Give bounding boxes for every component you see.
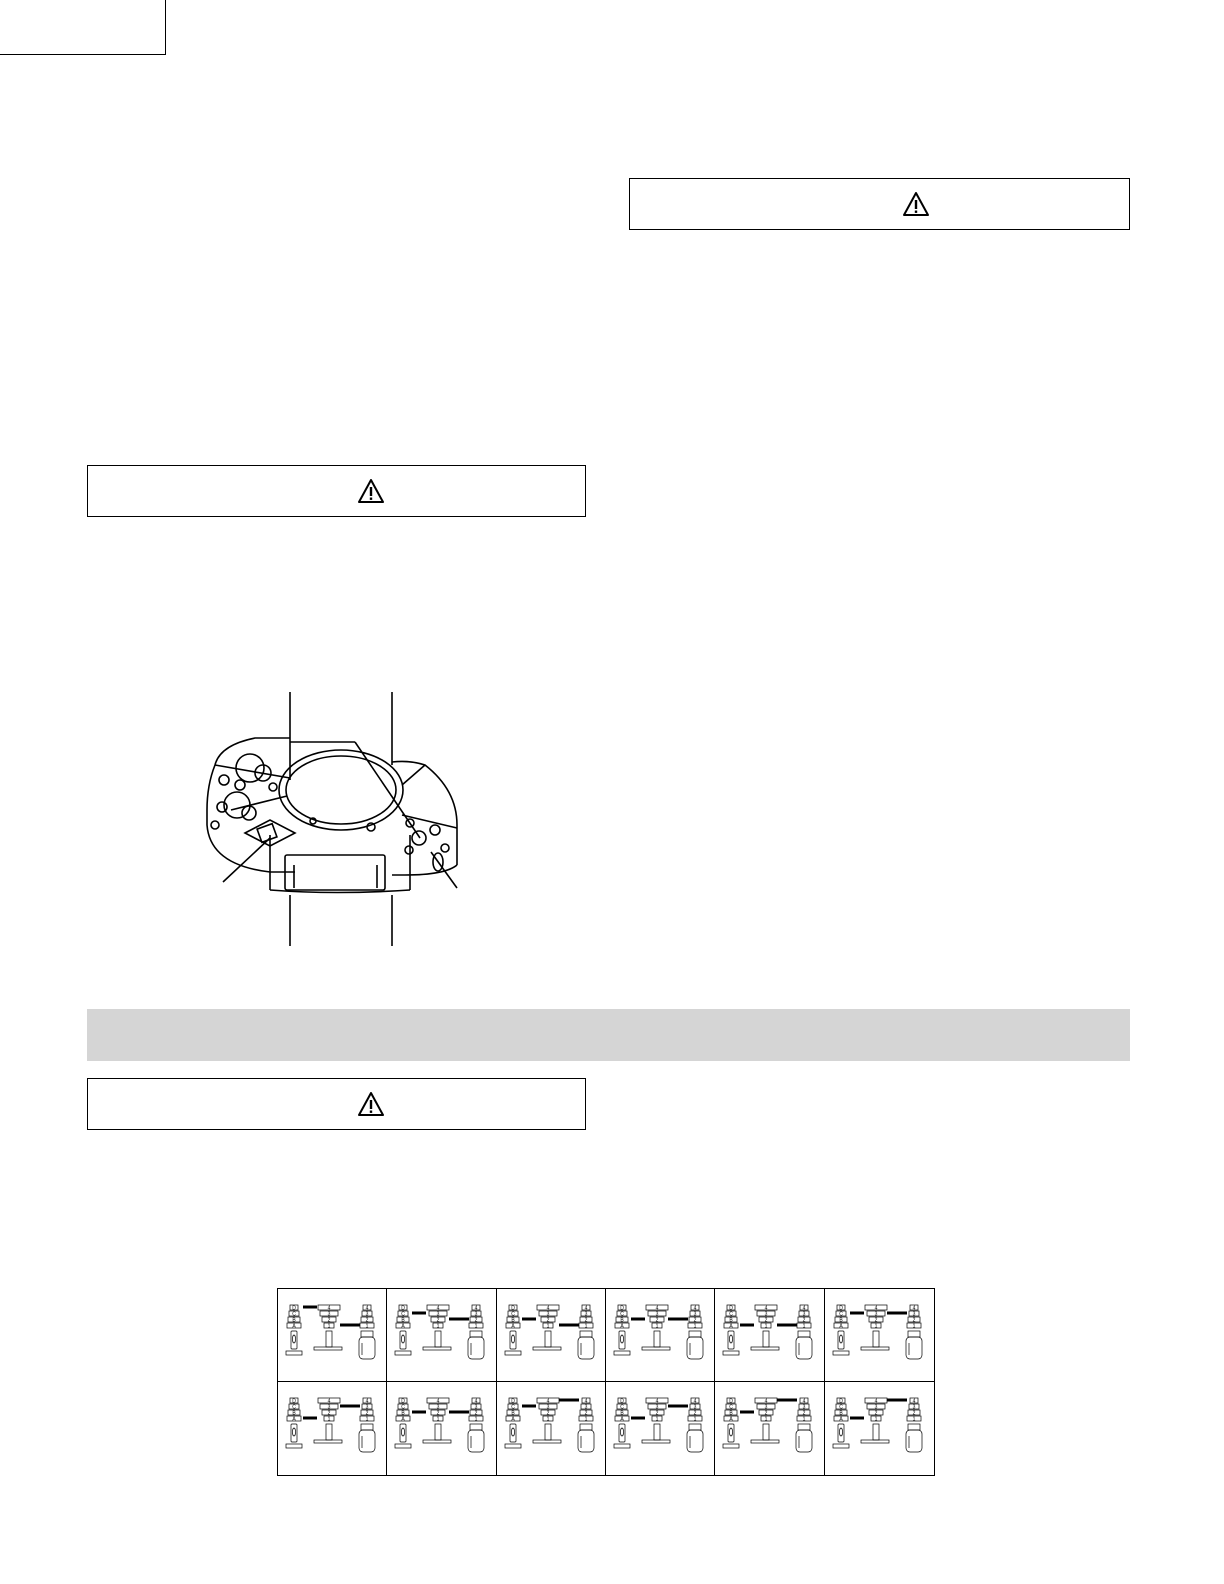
pulley-label-left: A [838, 1323, 843, 1330]
pulley-label-left: D [401, 1305, 406, 1312]
pulley-label-middle: 2 [874, 1410, 878, 1417]
pulley-label-middle: 4 [764, 1398, 768, 1405]
pulley-label-right: 3 [474, 1311, 478, 1318]
pulley-label-right: 4 [802, 1305, 806, 1312]
pulley-label-left: A [510, 1416, 515, 1423]
pulley-label-middle: 1 [874, 1416, 878, 1423]
pulley-label-left: D [838, 1398, 843, 1405]
warning-triangle-icon [902, 191, 930, 217]
pulley-label-middle: 2 [327, 1410, 331, 1417]
pulley-label-right: 4 [912, 1398, 916, 1405]
belt-diagram-cell [825, 1289, 934, 1382]
belt-diagram [831, 1392, 929, 1464]
pulley-label-left: B [838, 1317, 843, 1324]
belt-diagram-cell [497, 1382, 606, 1475]
pulley-label-left: A [620, 1416, 624, 1423]
pulley-label-left: B [838, 1410, 843, 1417]
pulley-label-left: C [292, 1404, 296, 1411]
pulley-label-middle: 1 [655, 1323, 659, 1330]
pulley-label-left: C [292, 1311, 296, 1318]
pulley-label-middle: 3 [764, 1404, 768, 1411]
belt-diagram-cell [715, 1289, 824, 1382]
pulley-label-middle: 2 [546, 1317, 550, 1324]
pulley-label-left: D [510, 1398, 515, 1405]
pulley-label-middle: 3 [764, 1311, 768, 1318]
pulley-label-left: A [729, 1323, 733, 1330]
warning-box-middle-left [87, 465, 586, 517]
pulley-label-middle: 1 [764, 1416, 768, 1423]
belt-diagram-cell [387, 1289, 496, 1382]
pulley-label-right: 1 [365, 1323, 369, 1330]
pulley-label-left: D [620, 1305, 624, 1312]
pulley-label-right: 2 [693, 1317, 697, 1324]
pulley-label-middle: 4 [327, 1305, 331, 1312]
pulley-label-left: D [729, 1305, 734, 1312]
warning-box-top-right [629, 178, 1130, 230]
pulley-label-left: A [838, 1416, 843, 1423]
pulley-label-middle: 4 [655, 1305, 659, 1312]
pulley-label-middle: 2 [327, 1317, 331, 1324]
pulley-label-left: B [620, 1317, 624, 1324]
pulley-label-right: 2 [584, 1410, 588, 1417]
belt-diagram-cell [278, 1382, 387, 1475]
pulley-label-left: C [838, 1311, 843, 1318]
pulley-label-middle: 2 [874, 1317, 878, 1324]
pulley-label-middle: 3 [655, 1311, 659, 1318]
pulley-label-left: A [729, 1416, 733, 1423]
pulley-label-left: A [401, 1416, 405, 1423]
pulley-label-middle: 3 [327, 1404, 331, 1411]
pulley-label-middle: 3 [546, 1404, 550, 1411]
pulley-label-middle: 3 [874, 1311, 878, 1318]
pulley-label-left: C [510, 1311, 515, 1318]
belt-diagram [284, 1299, 382, 1371]
pulley-label-middle: 4 [655, 1398, 659, 1405]
pulley-label-left: B [510, 1317, 515, 1324]
belt-diagram [831, 1299, 929, 1371]
pulley-label-left: C [729, 1311, 734, 1318]
belt-diagram-cell [497, 1289, 606, 1382]
pulley-label-middle: 2 [764, 1410, 768, 1417]
pulley-label-left: A [292, 1416, 296, 1423]
pulley-label-middle: 1 [655, 1416, 659, 1423]
pulley-label-middle: 4 [327, 1398, 331, 1405]
pulley-label-right: 4 [912, 1305, 916, 1312]
pulley-label-right: 2 [912, 1410, 916, 1417]
pulley-label-middle: 2 [546, 1410, 550, 1417]
belt-speed-chart [277, 1288, 935, 1476]
pulley-label-left: A [292, 1323, 296, 1330]
belt-diagram-cell [715, 1382, 824, 1475]
pulley-label-left: B [401, 1317, 405, 1324]
pulley-label-right: 2 [365, 1317, 369, 1324]
pulley-label-right: 2 [474, 1410, 478, 1417]
pulley-label-middle: 4 [764, 1305, 768, 1312]
warning-triangle-icon [357, 1091, 385, 1117]
pulley-label-left: A [510, 1323, 515, 1330]
pulley-label-right: 2 [474, 1317, 478, 1324]
pulley-label-left: B [510, 1410, 515, 1417]
belt-diagram [721, 1299, 819, 1371]
pulley-label-left: D [729, 1398, 734, 1405]
pulley-label-middle: 1 [874, 1323, 878, 1330]
pulley-label-right: 2 [802, 1317, 806, 1324]
pulley-label-right: 2 [693, 1410, 697, 1417]
pulley-label-right: 3 [693, 1404, 697, 1411]
pulley-label-middle: 4 [546, 1398, 550, 1405]
belt-diagram-cell [606, 1289, 715, 1382]
pulley-label-right: 3 [912, 1311, 916, 1318]
pulley-label-right: 1 [474, 1416, 478, 1423]
pulley-label-right: 3 [802, 1404, 806, 1411]
pulley-label-right: 1 [584, 1323, 588, 1330]
pulley-label-right: 4 [474, 1398, 478, 1405]
pulley-label-middle: 1 [764, 1323, 768, 1330]
pulley-label-right: 3 [802, 1311, 806, 1318]
pulley-label-middle: 2 [655, 1410, 659, 1417]
pulley-label-left: D [838, 1305, 843, 1312]
belt-diagram-cell [278, 1289, 387, 1382]
pulley-label-right: 1 [365, 1416, 369, 1423]
pulley-label-right: 2 [365, 1410, 369, 1417]
pulley-label-middle: 1 [546, 1323, 550, 1330]
pulley-label-right: 4 [474, 1305, 478, 1312]
pulley-label-right: 1 [802, 1416, 806, 1423]
pulley-label-left: C [729, 1404, 734, 1411]
pulley-label-middle: 4 [436, 1398, 440, 1405]
belt-diagram [393, 1299, 491, 1371]
pulley-label-left: D [510, 1305, 515, 1312]
pulley-label-right: 4 [365, 1305, 369, 1312]
section-header-bar [87, 1009, 1130, 1061]
pulley-label-middle: 1 [436, 1323, 440, 1330]
pulley-label-right: 4 [584, 1305, 588, 1312]
pulley-label-left: C [510, 1404, 515, 1411]
spindle-head-drawing [195, 690, 475, 950]
pulley-label-right: 3 [584, 1404, 588, 1411]
warning-box-lower-left [87, 1078, 586, 1130]
pulley-label-middle: 1 [546, 1416, 550, 1423]
pulley-label-right: 2 [802, 1410, 806, 1417]
pulley-label-left: B [401, 1410, 405, 1417]
belt-diagram [503, 1299, 601, 1371]
pulley-label-right: 4 [693, 1398, 697, 1405]
belt-diagram [612, 1392, 710, 1464]
pulley-label-left: D [292, 1305, 296, 1312]
pulley-label-middle: 1 [327, 1323, 331, 1330]
pulley-label-right: 4 [365, 1398, 369, 1405]
pulley-label-right: 1 [802, 1323, 806, 1330]
pulley-label-middle: 3 [546, 1311, 550, 1318]
pulley-label-right: 3 [912, 1404, 916, 1411]
belt-diagram [284, 1392, 382, 1464]
belt-diagram [612, 1299, 710, 1371]
pulley-label-left: B [292, 1317, 296, 1324]
pulley-label-left: D [401, 1398, 406, 1405]
pulley-label-left: B [620, 1410, 624, 1417]
belt-diagram [721, 1392, 819, 1464]
pulley-label-middle: 3 [655, 1404, 659, 1411]
pulley-label-right: 2 [912, 1317, 916, 1324]
pulley-label-right: 4 [584, 1398, 588, 1405]
belt-diagram-cell [606, 1382, 715, 1475]
pulley-label-right: 3 [365, 1404, 369, 1411]
pulley-label-left: B [729, 1410, 733, 1417]
pulley-label-middle: 1 [327, 1416, 331, 1423]
pulley-label-right: 2 [584, 1317, 588, 1324]
belt-diagram [393, 1392, 491, 1464]
pulley-label-left: A [401, 1323, 405, 1330]
pulley-label-middle: 3 [436, 1311, 440, 1318]
warning-triangle-icon [357, 478, 385, 504]
pulley-label-right: 1 [693, 1323, 697, 1330]
pulley-label-right: 1 [693, 1416, 697, 1423]
pulley-label-right: 1 [912, 1416, 916, 1423]
pulley-label-left: D [620, 1398, 624, 1405]
pulley-label-right: 3 [584, 1311, 588, 1318]
pulley-label-middle: 4 [436, 1305, 440, 1312]
page-corner-box [0, 0, 166, 55]
pulley-label-middle: 4 [546, 1305, 550, 1312]
pulley-label-left: B [729, 1317, 733, 1324]
pulley-label-right: 1 [584, 1416, 588, 1423]
pulley-label-right: 3 [474, 1404, 478, 1411]
pulley-label-middle: 2 [436, 1317, 440, 1324]
pulley-label-right: 1 [912, 1323, 916, 1330]
pulley-label-left: C [401, 1311, 406, 1318]
pulley-label-middle: 1 [436, 1416, 440, 1423]
pulley-label-middle: 3 [436, 1404, 440, 1411]
pulley-label-middle: 2 [436, 1410, 440, 1417]
pulley-label-right: 4 [693, 1305, 697, 1312]
belt-diagram [503, 1392, 601, 1464]
pulley-label-right: 4 [802, 1398, 806, 1405]
belt-diagram-cell [387, 1382, 496, 1475]
pulley-label-right: 3 [365, 1311, 369, 1318]
pulley-label-left: C [620, 1404, 624, 1411]
pulley-label-middle: 3 [327, 1311, 331, 1318]
pulley-label-left: C [620, 1311, 624, 1318]
pulley-label-right: 3 [693, 1311, 697, 1318]
belt-diagram-cell [825, 1382, 934, 1475]
pulley-label-left: A [620, 1323, 624, 1330]
pulley-label-middle: 4 [874, 1305, 878, 1312]
pulley-label-middle: 2 [764, 1317, 768, 1324]
pulley-label-middle: 4 [874, 1398, 878, 1405]
pulley-label-left: C [838, 1404, 843, 1411]
pulley-label-middle: 3 [874, 1404, 878, 1411]
pulley-label-left: D [292, 1398, 296, 1405]
pulley-label-right: 1 [474, 1323, 478, 1330]
pulley-label-left: C [401, 1404, 406, 1411]
pulley-label-left: B [292, 1410, 296, 1417]
pulley-label-middle: 2 [655, 1317, 659, 1324]
